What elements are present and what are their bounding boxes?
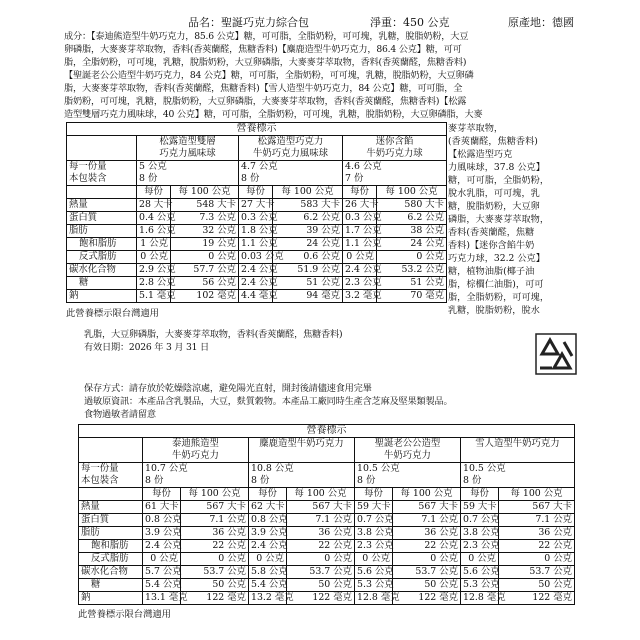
per-serving-value: 0.8 公克 bbox=[249, 514, 287, 527]
blank-cell bbox=[79, 488, 143, 501]
nutrient-label: 熱量 bbox=[79, 501, 143, 514]
per-serving-value: 5.3 公克 bbox=[355, 579, 393, 592]
per-100g-value: 53.7 公克 bbox=[287, 566, 355, 579]
serving-values bbox=[239, 161, 343, 186]
product-name-header: 聖誕老公公造型 牛奶巧克力 bbox=[355, 438, 461, 463]
nutrition-table-1 bbox=[66, 122, 446, 319]
per-100g-value: 22 公克 bbox=[181, 540, 249, 553]
per-100g-value: 36 公克 bbox=[393, 527, 461, 540]
product-name-header: 松露造型雙層 巧克力風味球 bbox=[137, 136, 239, 161]
nutrient-row bbox=[79, 579, 575, 592]
per-serving-value: 0 公克 bbox=[249, 553, 287, 566]
per-serving-value: 0 公克 bbox=[355, 553, 393, 566]
per-serving-value: 2.4 公克 bbox=[239, 264, 273, 277]
per-serving-value: 5.3 公克 bbox=[461, 579, 499, 592]
nutrient-label: 鈉 bbox=[67, 290, 137, 303]
nutrient-row bbox=[67, 225, 447, 238]
per-serving-value: 5.8 公克 bbox=[249, 566, 287, 579]
per-100g-value: 22 公克 bbox=[499, 540, 575, 553]
per-serving-value: 0.03 公克 bbox=[239, 251, 273, 264]
origin: 原產地：德國 bbox=[508, 16, 574, 29]
side-line: 乳糖，脫脂奶粉，脫水 bbox=[448, 305, 540, 316]
per-serving-value: 5.6 公克 bbox=[355, 566, 393, 579]
package-count: 8 份 bbox=[463, 475, 482, 486]
serving-size: 10.8 公克 bbox=[251, 463, 294, 474]
nutrient-label: 反式脂肪 bbox=[79, 553, 143, 566]
per-100g-value: 51 公克 bbox=[273, 277, 343, 290]
per-100g-value: 50 公克 bbox=[393, 579, 461, 592]
per-serving-value: 5.4 公克 bbox=[143, 579, 181, 592]
per-100g-value: 567 大卡 bbox=[499, 501, 575, 514]
per-100g-value: 6.2 公克 bbox=[377, 212, 447, 225]
per-100g-value: 94 毫克 bbox=[273, 290, 343, 303]
per-100g-value: 53.7 公克 bbox=[181, 566, 249, 579]
corner-cell bbox=[67, 136, 137, 161]
package-count: 8 份 bbox=[241, 173, 260, 184]
package-count: 7 份 bbox=[345, 173, 364, 184]
serving-label bbox=[79, 463, 143, 488]
storage-instructions: 保存方式：請存放於乾燥陰涼處，避免陽光直射，開封後請儘速食用完畢 bbox=[84, 383, 372, 394]
nutrition-footnote: 此營養標示限台灣適用 bbox=[66, 308, 159, 319]
serving-values bbox=[461, 463, 575, 488]
per-100g-value: 57.7 公克 bbox=[171, 264, 239, 277]
per-100g-value: 53.7 公克 bbox=[499, 566, 575, 579]
side-line: 【松露造型巧克 bbox=[448, 149, 513, 160]
per-serving-value: 1.1 公克 bbox=[343, 238, 377, 251]
per-100g-value: 7.1 公克 bbox=[287, 514, 355, 527]
serving-label bbox=[67, 161, 137, 186]
per-serving-header: 每份 bbox=[343, 186, 377, 199]
per-serving-header: 每份 bbox=[143, 488, 181, 501]
ingredients-side-column bbox=[448, 122, 576, 317]
per-serving-value: 2.4 公克 bbox=[143, 540, 181, 553]
per-serving-header: 每份 bbox=[137, 186, 171, 199]
serving-size: 10.7 公克 bbox=[145, 463, 188, 474]
nutrient-label: 脂肪 bbox=[79, 527, 143, 540]
per-serving-header: 每份 bbox=[239, 186, 273, 199]
serving-size: 5 公克 bbox=[139, 161, 167, 172]
nutrient-row bbox=[79, 514, 575, 527]
per-100g-value: 0 公克 bbox=[393, 553, 461, 566]
per-serving-value: 3.9 公克 bbox=[249, 527, 287, 540]
per-100g-header: 每 100 公克 bbox=[377, 186, 447, 199]
side-line: 麥芽萃取物， bbox=[448, 123, 504, 134]
per-100g-value: 36 公克 bbox=[181, 527, 249, 540]
nutrient-row bbox=[79, 540, 575, 553]
nutrient-label: 熱量 bbox=[67, 199, 137, 212]
per-serving-value: 0.7 公克 bbox=[461, 514, 499, 527]
per-100g-header: 每 100 公克 bbox=[287, 488, 355, 501]
nutrient-label: 糖 bbox=[79, 579, 143, 592]
product-name-header: 松露造型巧克力 牛奶巧克力風味球 bbox=[239, 136, 343, 161]
serving-values bbox=[355, 463, 461, 488]
product-name-header: 雪人造型牛奶巧克力 bbox=[461, 438, 575, 463]
product-header bbox=[0, 12, 640, 32]
nutrient-row bbox=[67, 238, 447, 251]
nutrition-footnote: 此營養標示限台灣適用 bbox=[78, 609, 171, 620]
serving-values bbox=[143, 463, 249, 488]
per-100g-value: 567 大卡 bbox=[393, 501, 461, 514]
per-serving-value: 12.8 毫克 bbox=[461, 592, 499, 605]
side-line: (香莢蘭醛，焦糖香料) bbox=[448, 136, 538, 147]
ingredients-line: 造型雙層巧克力風味球，40 公克】糖，可可脂，全脂奶粉，可可塊，乳糖，脫脂奶粉，大豆卵磷脂，大麥 bbox=[64, 109, 483, 120]
nutrient-row bbox=[79, 527, 575, 540]
nutrient-label: 飽和脂肪 bbox=[79, 540, 143, 553]
product-name-header: 迷你含餡 牛奶巧克力球 bbox=[343, 136, 447, 161]
per-100g-value: 51.9 公克 bbox=[273, 264, 343, 277]
nutrient-label: 飽和脂肪 bbox=[67, 238, 137, 251]
per-100g-value: 19 公克 bbox=[171, 238, 239, 251]
per-100g-value: 0.6 公克 bbox=[273, 251, 343, 264]
per-serving-value: 1.8 公克 bbox=[239, 225, 273, 238]
per-serving-value: 2.4 公克 bbox=[343, 264, 377, 277]
per-100g-value: 32 公克 bbox=[171, 225, 239, 238]
ingredients-line: 【聖誕老公公造型牛奶巧克力，84 公克】糖，可可脂，全脂奶粉，可可塊，乳糖，脫脂奶粉，大豆卵磷 bbox=[64, 70, 474, 81]
per-serving-value: 0.7 公克 bbox=[355, 514, 393, 527]
nutrition-table-2 bbox=[78, 424, 574, 620]
ingredients-line: 脂，全脂奶粉，可可塊，乳糖，脫脂奶粉，大豆卵磷脂，大麥麥芽萃取物，香料(香莢蘭醛，焦糖香料) bbox=[64, 57, 467, 68]
per-100g-value: 24 公克 bbox=[377, 238, 447, 251]
nutrition-caption: 營養標示 bbox=[67, 123, 447, 136]
per-serving-value: 1 公克 bbox=[137, 238, 171, 251]
per-100g-value: 7.1 公克 bbox=[499, 514, 575, 527]
per-100g-value: 583 大卡 bbox=[273, 199, 343, 212]
nutrition-caption: 營養標示 bbox=[79, 425, 575, 438]
nutrient-row bbox=[67, 264, 447, 277]
per-100g-value: 36 公克 bbox=[499, 527, 575, 540]
per-serving-value: 3.2 毫克 bbox=[343, 290, 377, 303]
per-serving-value: 13.2 毫克 bbox=[249, 592, 287, 605]
per-100g-value: 38 公克 bbox=[377, 225, 447, 238]
per-100g-value: 0 公克 bbox=[499, 553, 575, 566]
package-count: 8 份 bbox=[251, 475, 270, 486]
nutrient-label: 糖 bbox=[67, 277, 137, 290]
side-line: 糖，脫脂奶粉，大豆卵 bbox=[448, 201, 540, 212]
nutrient-label: 碳水化合物 bbox=[67, 264, 137, 277]
per-serving-value: 5.6 公克 bbox=[461, 566, 499, 579]
per-serving-value: 0 公克 bbox=[343, 251, 377, 264]
nutrient-row bbox=[79, 566, 575, 579]
per-serving-value: 3.8 公克 bbox=[355, 527, 393, 540]
per-100g-value: 36 公克 bbox=[287, 527, 355, 540]
per-serving-value: 2.3 公克 bbox=[343, 277, 377, 290]
per-100g-header: 每 100 公克 bbox=[171, 186, 239, 199]
storage-allergen-block bbox=[84, 382, 453, 421]
nutrient-label: 脂肪 bbox=[67, 225, 137, 238]
per-serving-value: 62 大卡 bbox=[249, 501, 287, 514]
net-weight: 淨重：450 公克 bbox=[370, 16, 450, 29]
expiry-date: 有效日期：2026 年 3 月 31 日 bbox=[84, 342, 210, 353]
per-100g-value: 122 毫克 bbox=[181, 592, 249, 605]
serving-size-label: 每一份量 bbox=[81, 463, 119, 474]
serving-values bbox=[249, 463, 355, 488]
per-serving-value: 5.4 公克 bbox=[249, 579, 287, 592]
package-count-label: 本包裝含 bbox=[69, 173, 107, 184]
ingredients-line: 脂，大麥麥芽萃取物，香料(香莢蘭醛，焦糖香料)【雪人造型牛奶巧克力，84 公克】糖，可可脂，全 bbox=[64, 83, 463, 94]
nutrient-row bbox=[79, 553, 575, 566]
per-serving-value: 0.3 公克 bbox=[343, 212, 377, 225]
serving-values bbox=[137, 161, 239, 186]
serving-size: 4.6 公克 bbox=[345, 161, 382, 172]
per-100g-value: 7.3 公克 bbox=[171, 212, 239, 225]
per-100g-value: 39 公克 bbox=[273, 225, 343, 238]
per-serving-header: 每份 bbox=[355, 488, 393, 501]
per-100g-header: 每 100 公克 bbox=[499, 488, 575, 501]
per-100g-value: 580 大卡 bbox=[377, 199, 447, 212]
per-100g-value: 122 毫克 bbox=[287, 592, 355, 605]
side-line: 糖，植物油脂(椰子油 bbox=[448, 266, 535, 277]
per-serving-value: 4.4 毫克 bbox=[239, 290, 273, 303]
per-serving-value: 0.3 公克 bbox=[239, 212, 273, 225]
per-serving-value: 5.7 公克 bbox=[143, 566, 181, 579]
per-serving-value: 61 大卡 bbox=[143, 501, 181, 514]
nutrient-label: 反式脂肪 bbox=[67, 251, 137, 264]
per-100g-value: 567 大卡 bbox=[181, 501, 249, 514]
package-count: 8 份 bbox=[357, 475, 376, 486]
per-100g-value: 50 公克 bbox=[287, 579, 355, 592]
per-serving-value: 1.7 公克 bbox=[343, 225, 377, 238]
per-100g-value: 0 公克 bbox=[287, 553, 355, 566]
nutrient-row bbox=[79, 592, 575, 605]
per-serving-value: 3.9 公克 bbox=[143, 527, 181, 540]
per-100g-value: 22 公克 bbox=[393, 540, 461, 553]
per-serving-value: 2.3 公克 bbox=[461, 540, 499, 553]
per-serving-value: 28 大卡 bbox=[137, 199, 171, 212]
package-count: 8 份 bbox=[145, 475, 164, 486]
nutrient-row bbox=[67, 251, 447, 264]
per-100g-value: 0 公克 bbox=[377, 251, 447, 264]
per-serving-value: 27 大卡 bbox=[239, 199, 273, 212]
per-serving-value: 2.9 公克 bbox=[137, 264, 171, 277]
serving-size: 10.5 公克 bbox=[357, 463, 400, 474]
nutrient-row bbox=[67, 290, 447, 303]
per-serving-value: 0 公克 bbox=[143, 553, 181, 566]
product-name-header: 麋鹿造型牛奶巧克力 bbox=[249, 438, 355, 463]
serving-values bbox=[343, 161, 447, 186]
side-line: 脫水乳脂，可可塊，乳 bbox=[448, 188, 540, 199]
package-count: 8 份 bbox=[139, 173, 158, 184]
per-serving-value: 5.1 毫克 bbox=[137, 290, 171, 303]
product-name-header: 泰迪熊造型 牛奶巧克力 bbox=[143, 438, 249, 463]
package-count-label: 本包裝含 bbox=[81, 475, 119, 486]
side-line: 香料)【迷你含餡牛奶 bbox=[448, 240, 535, 251]
nutrient-row bbox=[67, 212, 447, 225]
per-serving-value: 12.8 毫克 bbox=[355, 592, 393, 605]
nutrient-label: 蛋白質 bbox=[67, 212, 137, 225]
side-line: 巧克力球，32.2 公克】 bbox=[448, 253, 545, 264]
per-serving-value: 0 公克 bbox=[137, 251, 171, 264]
corner-cell bbox=[79, 438, 143, 463]
side-line: 脂，棕櫚仁油脂)，可可 bbox=[448, 279, 544, 290]
product-name: 品名：聖誕巧克力綜合包 bbox=[188, 16, 309, 29]
ingredients-paragraph bbox=[64, 30, 624, 121]
per-100g-value: 50 公克 bbox=[181, 579, 249, 592]
per-100g-header: 每 100 公克 bbox=[273, 186, 343, 199]
per-serving-value: 1.1 公克 bbox=[239, 238, 273, 251]
per-serving-value: 2.3 公克 bbox=[355, 540, 393, 553]
side-line: 磷脂，大麥麥芽萃取物， bbox=[448, 214, 550, 225]
nutrient-label: 碳水化合物 bbox=[79, 566, 143, 579]
side-line: 糖，可可脂，全脂奶粉， bbox=[448, 175, 550, 186]
per-100g-value: 122 毫克 bbox=[499, 592, 575, 605]
per-100g-value: 53.2 公克 bbox=[377, 264, 447, 277]
per-100g-value: 548 大卡 bbox=[171, 199, 239, 212]
side-line: 脂，全脂奶粉，可可塊， bbox=[448, 292, 550, 303]
ingredients-line: 成分：【泰迪熊造型牛奶巧克力，85.6 公克】糖，可可脂，全脂奶粉，可可塊，乳糖，脫脂奶粉，大豆 bbox=[64, 31, 469, 42]
per-100g-value: 7.1 公克 bbox=[393, 514, 461, 527]
per-100g-value: 0 公克 bbox=[181, 553, 249, 566]
recycle-icon bbox=[534, 332, 578, 380]
per-100g-value: 22 公克 bbox=[287, 540, 355, 553]
nutrient-row bbox=[79, 501, 575, 514]
ingredients-line: 脂奶粉，可可塊，乳糖，脫脂奶粉，大豆卵磷脂，大麥麥芽萃取物，香料(香莢蘭醛，焦糖香料)【松露 bbox=[64, 96, 467, 107]
per-100g-value: 567 大卡 bbox=[287, 501, 355, 514]
allergen-info: 過敏原資訊：本產品含乳製品，大豆，麩質穀物。本產品工廠同時生產含芝麻及堅果類製品。 bbox=[84, 396, 453, 407]
allergen-note: 食物過敏者請留意 bbox=[84, 409, 156, 420]
ingredients-tail bbox=[84, 328, 342, 354]
nutrient-label: 鈉 bbox=[79, 592, 143, 605]
per-100g-value: 56 公克 bbox=[171, 277, 239, 290]
per-100g-value: 51 公克 bbox=[377, 277, 447, 290]
per-serving-value: 26 大卡 bbox=[343, 199, 377, 212]
per-100g-header: 每 100 公克 bbox=[181, 488, 249, 501]
per-serving-value: 1.6 公克 bbox=[137, 225, 171, 238]
per-100g-value: 122 毫克 bbox=[393, 592, 461, 605]
per-100g-value: 7.1 公克 bbox=[181, 514, 249, 527]
nutrient-row bbox=[67, 199, 447, 212]
per-serving-value: 0 公克 bbox=[461, 553, 499, 566]
ingredients-line: 卵磷脂，大麥麥芽萃取物，香料(香莢蘭醛，焦糖香料)【麋鹿造型牛奶巧克力，86.4 公克】糖，可可 bbox=[64, 44, 462, 55]
per-serving-header: 每份 bbox=[249, 488, 287, 501]
side-line: 力風味球，37.8 公克】 bbox=[448, 162, 545, 173]
per-serving-value: 3.8 公克 bbox=[461, 527, 499, 540]
ingredients-tail-line: 乳脂，大豆卵磷脂，大麥麥芽萃取物，香料(香莢蘭醛，焦糖香料) bbox=[84, 329, 343, 340]
per-serving-value: 59 大卡 bbox=[461, 501, 499, 514]
per-serving-value: 0.8 公克 bbox=[143, 514, 181, 527]
side-line: 香料(香莢蘭醛，焦糖 bbox=[448, 227, 535, 238]
nutrient-label: 蛋白質 bbox=[79, 514, 143, 527]
per-serving-header: 每份 bbox=[461, 488, 499, 501]
per-100g-header: 每 100 公克 bbox=[393, 488, 461, 501]
per-100g-value: 6.2 公克 bbox=[273, 212, 343, 225]
per-serving-value: 13.1 毫克 bbox=[143, 592, 181, 605]
per-serving-value: 0.4 公克 bbox=[137, 212, 171, 225]
nutrient-row bbox=[67, 277, 447, 290]
per-serving-value: 2.4 公克 bbox=[239, 277, 273, 290]
per-serving-value: 2.8 公克 bbox=[137, 277, 171, 290]
serving-size: 4.7 公克 bbox=[241, 161, 278, 172]
per-100g-value: 50 公克 bbox=[499, 579, 575, 592]
per-100g-value: 102 毫克 bbox=[171, 290, 239, 303]
serving-size: 10.5 公克 bbox=[463, 463, 506, 474]
per-100g-value: 0 公克 bbox=[171, 251, 239, 264]
per-serving-value: 2.4 公克 bbox=[249, 540, 287, 553]
per-100g-value: 24 公克 bbox=[273, 238, 343, 251]
per-100g-value: 70 毫克 bbox=[377, 290, 447, 303]
serving-size-label: 每一份量 bbox=[69, 161, 107, 172]
per-100g-value: 53.7 公克 bbox=[393, 566, 461, 579]
blank-cell bbox=[67, 186, 137, 199]
per-serving-value: 59 大卡 bbox=[355, 501, 393, 514]
